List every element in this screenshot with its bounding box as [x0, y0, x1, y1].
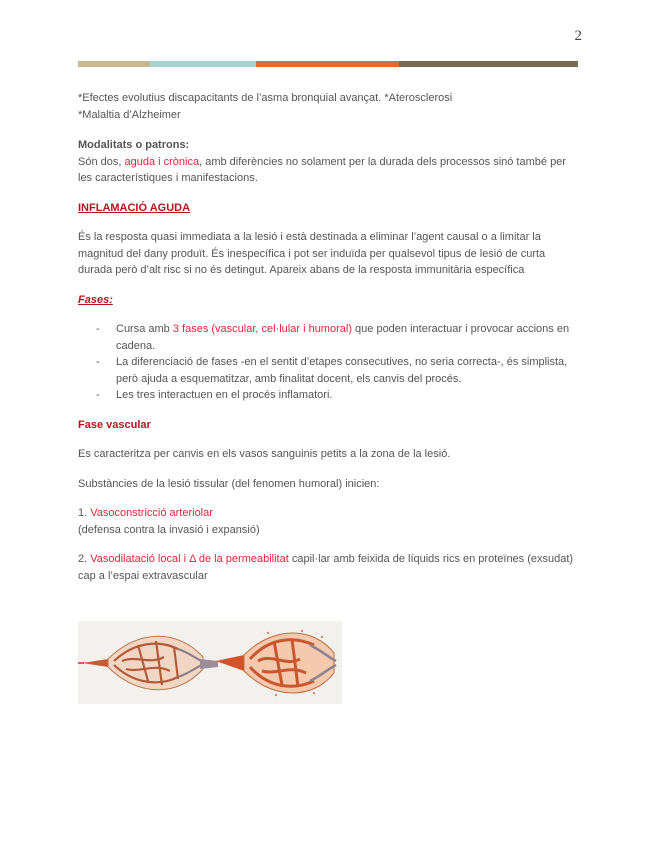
vascular-item-1 [78, 505, 580, 522]
capillary-bed-dilated [216, 630, 336, 696]
item2-number: 2. [78, 553, 91, 565]
vascular-diagram-figure [78, 621, 342, 704]
item2-highlight: Vasodilatació local i Δ de la permeabilitat [90, 553, 289, 565]
bullet-dash: - [96, 389, 100, 401]
vascular-paragraph-2: Substàncies de la lesió tissular (del fenomen humoral) inicien: [78, 477, 380, 490]
header-color-bar [78, 61, 578, 67]
vascular-paragraph-1: Es caracteritza per canvis en els vasos sanguinis petits a la zona de la lesió. [78, 448, 451, 460]
intro-line-2: *Malaltia d’Alzheimer [78, 108, 181, 121]
inflamacio-heading: INFLAMACIÓ AGUDA [78, 201, 191, 214]
capillary-bed-illustration [78, 621, 342, 704]
bullet-dash: - [96, 356, 100, 368]
inflamacio-paragraph: És la resposta quasi immediata a la lesió i està destinada a eliminar l’agent causal o a limitar la magnitud del dany produït. És inespecífica i pot ser induïda per qualsevol tipus de lesió de curta durada però d’alt risc si no és detingut. Apareix abans de la resposta immunitària específica [78, 231, 546, 276]
fases-heading: Fases: [78, 293, 113, 306]
modalitats-highlight: aguda i crònica [124, 155, 200, 168]
modalitats-heading: Modalitats o patrons: [78, 139, 190, 151]
bullet-dash: - [96, 323, 100, 335]
item2-post: capil·lar amb feixida de líquids rics en proteïnes (exsudat) cap a l’espai extravascular [78, 553, 574, 582]
document-body [78, 90, 580, 584]
page-number: 2 [574, 28, 582, 44]
modalitats-paragraph [78, 154, 580, 187]
bullet2-text: La diferenciació de fases -en el sentit d’etapes consecutives, no seria correcta-, és simplista, però ajuda a esquematitzar, amb finalitat docent, els canvis del procés. [116, 356, 568, 385]
color-bar-segment [150, 61, 256, 67]
item1-number: 1. [78, 507, 91, 519]
list-item [78, 321, 580, 354]
color-bar-segment [399, 61, 578, 67]
capillary-bed-normal [78, 636, 218, 690]
bullet3-text: Les tres interactuen en el procés inflamatori. [116, 389, 333, 401]
list-item [78, 387, 580, 404]
modalitats-post: , amb diferències no solament per la durada dels processos sinó també per les característiques i manifestacions. [78, 155, 566, 184]
item1-highlight: Vasoconstricció arteriolar [90, 507, 213, 519]
bullet1-highlight: 3 fases (vascular, cel·lular i humoral) [172, 323, 352, 335]
list-item [78, 354, 580, 387]
bullet1-post: que poden interactuar i provocar accions en cadena. [116, 323, 570, 352]
modalitats-pre: Són dos, [78, 155, 125, 168]
vascular-item-2 [78, 551, 580, 584]
color-bar-segment [78, 61, 150, 67]
fases-list [78, 321, 580, 404]
venule-shape [200, 659, 218, 669]
color-bar-segment [256, 61, 399, 67]
intro-line-1: *Efectes evolutius discapacitants de l’asma bronquial avançat. *Aterosclerosi [78, 92, 453, 104]
vascular-heading: Fase vascular [78, 418, 151, 431]
vascular-item-1-sub: (defensa contra la invasió i expansió) [78, 523, 260, 536]
bullet1-pre: Cursa amb [116, 323, 173, 335]
